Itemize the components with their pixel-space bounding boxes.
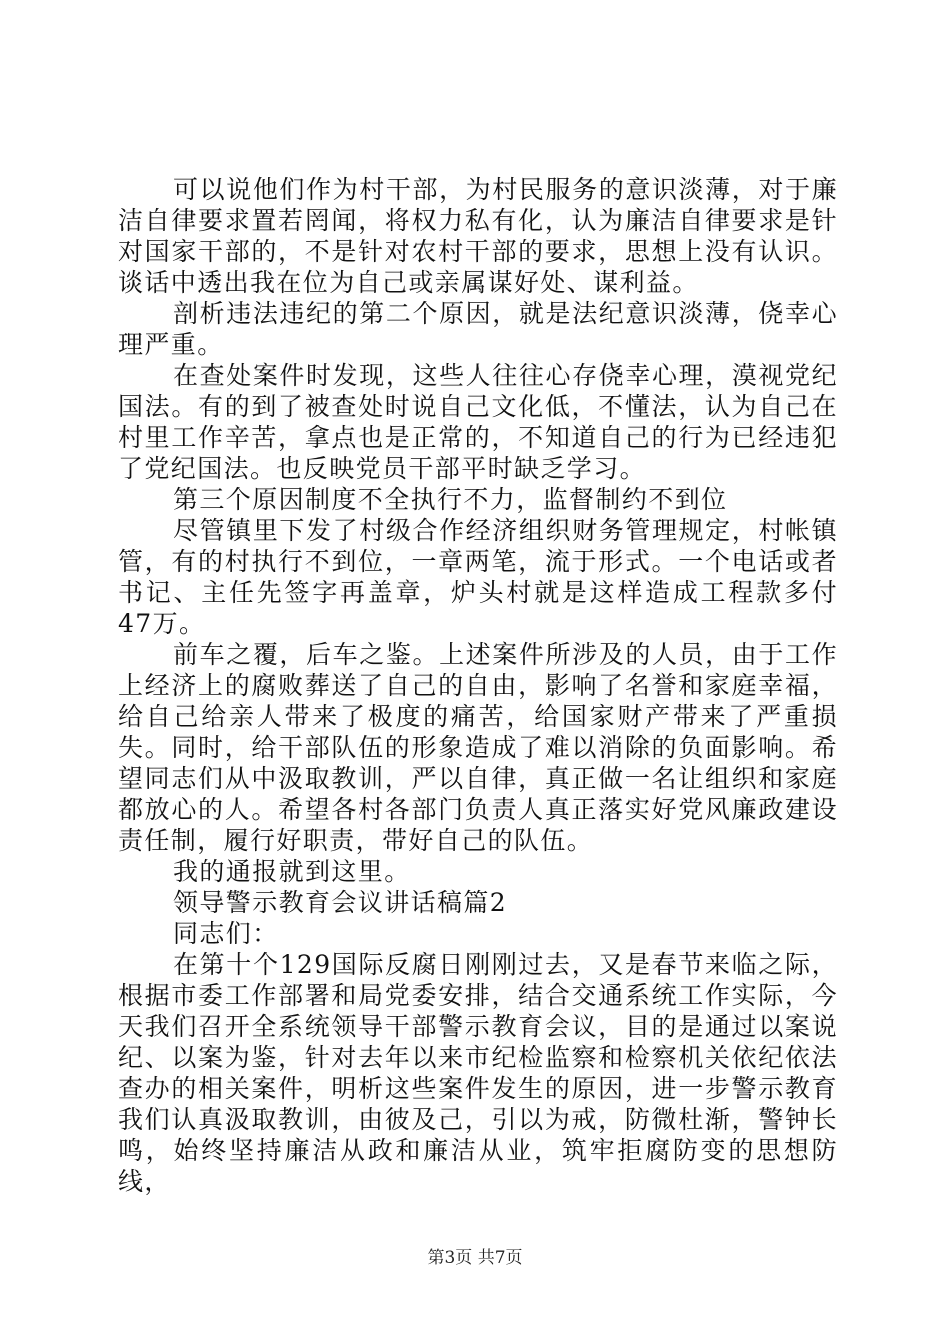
paragraph-7: 我的通报就到这里。 (173, 857, 411, 886)
page-footer: 第3页 共7页 (427, 1248, 523, 1268)
paragraph-3: 在查处案件时发现，这些人往往心存侥幸心理，漠视党纪国法。有的到了被查处时说自己文化低，不懂法，认为自己在村里工作辛苦，拿点也是正常的，不知道自己的行为已经违犯了党纪国法。也反映党员干部平时缺乏学习。 (118, 361, 838, 483)
paragraph-2: 剖析违法违纪的第二个原因，就是法纪意识淡薄，侥幸心理严重。 (118, 299, 838, 359)
section-heading: 领导警示教育会议讲话稿篇2 (173, 888, 508, 917)
paragraph-1: 可以说他们作为村干部，为村民服务的意识淡薄，对于廉洁自律要求置若罔闻，将权力私有化，认为廉洁自律要求是针对国家干部的，不是针对农村干部的要求，思想上没有认识。谈话中透出我在位为自己或亲属谋好处、谋利益。 (118, 175, 838, 297)
paragraph-10: 在第十个129国际反腐日刚刚过去，又是春节来临之际，根据市委工作部署和局党委安排，结合交通系统工作实际，今天我们召开全系统领导干部警示教育会议，目的是通过以案说纪、以案为鉴，针对去年以来市纪检监察和检察机关依纪依法查办的相关案件，明析这些案件发生的原因，进一步警示教育我们认真汲取教训，由彼及己，引以为戒，防微杜渐，警钟长鸣，始终坚持廉洁从政和廉洁从业，筑牢拒腐防变的思想防线， (118, 950, 838, 1196)
paragraph-4: 第三个原因制度不全执行不力，监督制约不到位 (173, 485, 728, 514)
paragraph-6: 前车之覆，后车之鉴。上述案件所涉及的人员，由于工作上经济上的腐败葬送了自己的自由，影响了名誉和家庭幸福，给自己给亲人带来了极度的痛苦，给国家财产带来了严重损失。同时，给干部队伍的形象造成了难以消除的负面影响。希望同志们从中汲取教训，严以自律，真正做一名让组织和家庭都放心的人。希望各村各部门负责人真正落实好党风廉政建设责任制，履行好职责，带好自己的队伍。 (118, 640, 838, 855)
paragraph-5: 尽管镇里下发了村级合作经济组织财务管理规定，村帐镇管，有的村执行不到位，一章两笔，流于形式。一个电话或者书记、主任先签字再盖章，炉头村就是这样造成工程款多付47万。 (118, 516, 838, 638)
salutation: 同志们： (173, 919, 279, 948)
document-body (118, 174, 838, 1197)
